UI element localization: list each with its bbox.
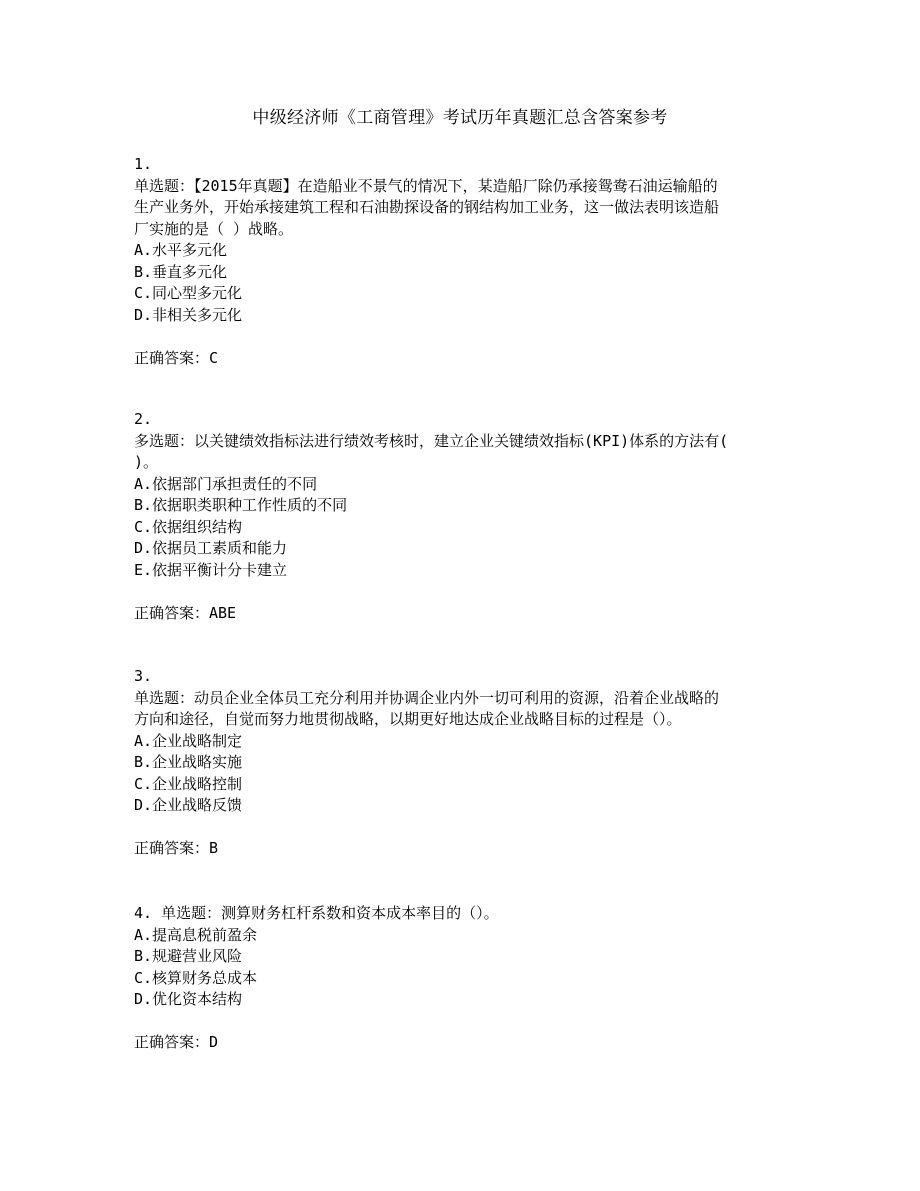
question-number: 1. bbox=[134, 155, 153, 173]
question-number: 3. bbox=[134, 667, 153, 685]
question-2 bbox=[134, 409, 794, 624]
option-a: A.依据部门承担责任的不同 bbox=[134, 474, 318, 493]
option-c: C.企业战略控制 bbox=[134, 774, 243, 793]
option-c: C.核算财务总成本 bbox=[134, 968, 258, 987]
document-title: 中级经济师《工商管理》考试历年真题汇总含答案参考 bbox=[252, 108, 668, 128]
question-stem-line: 单选题：动员企业全体员工充分利用并协调企业内外一切可利用的资源，沿着企业战略的 bbox=[134, 688, 720, 707]
question-stem-line: 厂实施的是（ ）战略。 bbox=[134, 219, 294, 238]
question-1 bbox=[134, 154, 794, 369]
question-stem-line: 4. 单选题：测算财务杠杆系数和资本成本率目的（）。 bbox=[134, 904, 499, 922]
correct-answer: 正确答案：ABE bbox=[134, 603, 237, 622]
correct-answer: 正确答案：D bbox=[134, 1033, 219, 1051]
option-a: A.提高息税前盈余 bbox=[134, 925, 258, 944]
correct-answer: 正确答案：C bbox=[134, 348, 219, 367]
option-d: D.企业战略反馈 bbox=[134, 796, 243, 814]
option-d: D.非相关多元化 bbox=[134, 305, 243, 324]
question-4 bbox=[134, 903, 794, 1054]
question-stem-line: 多选题：以关键绩效指标法进行绩效考核时，建立企业关键绩效指标(KPI)体系的方法有( bbox=[134, 431, 729, 450]
option-b: B.规避营业风险 bbox=[134, 947, 243, 965]
option-a: A.水平多元化 bbox=[134, 241, 228, 259]
option-d: D.优化资本结构 bbox=[134, 990, 243, 1008]
option-a: A.企业战略制定 bbox=[134, 731, 243, 750]
option-c: C.依据组织结构 bbox=[134, 517, 243, 536]
question-3 bbox=[134, 666, 794, 860]
option-d: D.依据员工素质和能力 bbox=[134, 539, 288, 557]
question-stem-line: 方向和途径，自觉而努力地贯彻战略，以期更好地达成企业战略目标的过程是（）。 bbox=[134, 710, 682, 728]
correct-answer: 正确答案：B bbox=[134, 839, 219, 857]
question-stem-line: 单选题：【2015年真题】在造船业不景气的情况下，某造船厂除仍承接鸳鸯石油运输船的 bbox=[134, 176, 718, 195]
question-stem-line: 生产业务外，开始承接建筑工程和石油勘探设备的钢结构加工业务，这一做法表明该造船 bbox=[134, 198, 720, 216]
option-c: C.同心型多元化 bbox=[134, 284, 243, 302]
option-b: B.企业战略实施 bbox=[134, 753, 243, 771]
option-b: B.垂直多元化 bbox=[134, 262, 228, 281]
question-stem-line: )。 bbox=[134, 453, 159, 471]
option-b: B.依据职类职种工作性质的不同 bbox=[134, 496, 348, 514]
option-e: E.依据平衡计分卡建立 bbox=[134, 560, 288, 579]
question-number: 2. bbox=[134, 410, 153, 428]
